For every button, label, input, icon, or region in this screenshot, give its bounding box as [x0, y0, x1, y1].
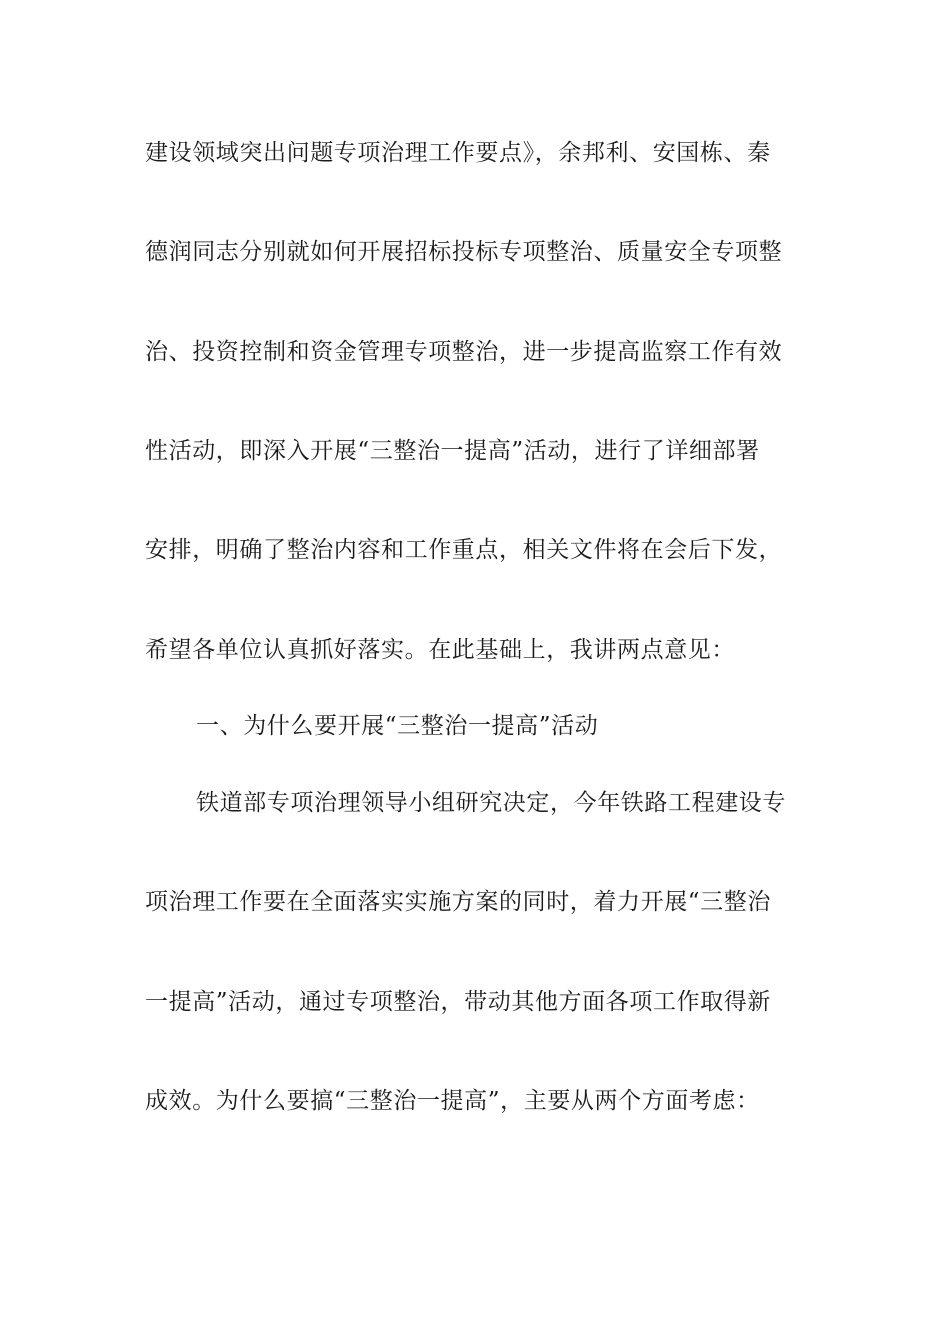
text-line: 安排，明确了整治内容和工作重点，相关文件将在会后下发， [145, 537, 783, 563]
text-line: 德润同志分别就如何开展招标投标专项整治、质量安全专项整 [145, 239, 783, 265]
text-line: 成效。为什么要搞“三整治一提高”，主要从两个方面考虑： [145, 1088, 760, 1114]
text-line: 一提高”活动，通过专项整治，带动其他方面各项工作取得新 [145, 989, 771, 1015]
text-line: 希望各单位认真抓好落实。在此基础上，我讲两点意见： [145, 637, 735, 663]
section-heading: 一、为什么要开展“三整治一提高”活动 [196, 713, 599, 739]
text-line: 治、投资控制和资金管理专项整治，进一步提高监察工作有效 [145, 339, 783, 365]
text-line: 铁道部专项治理领导小组研究决定，今年铁路工程建设专 [196, 790, 786, 816]
text-line: 性活动，即深入开展“三整治一提高”活动，进行了详细部署 [145, 438, 760, 464]
text-line: 项治理工作要在全面落实实施方案的同时，着力开展“三整治 [145, 889, 771, 915]
text-line: 建设领域突出问题专项治理工作要点》，余邦利、安国栋、秦 [145, 140, 771, 166]
